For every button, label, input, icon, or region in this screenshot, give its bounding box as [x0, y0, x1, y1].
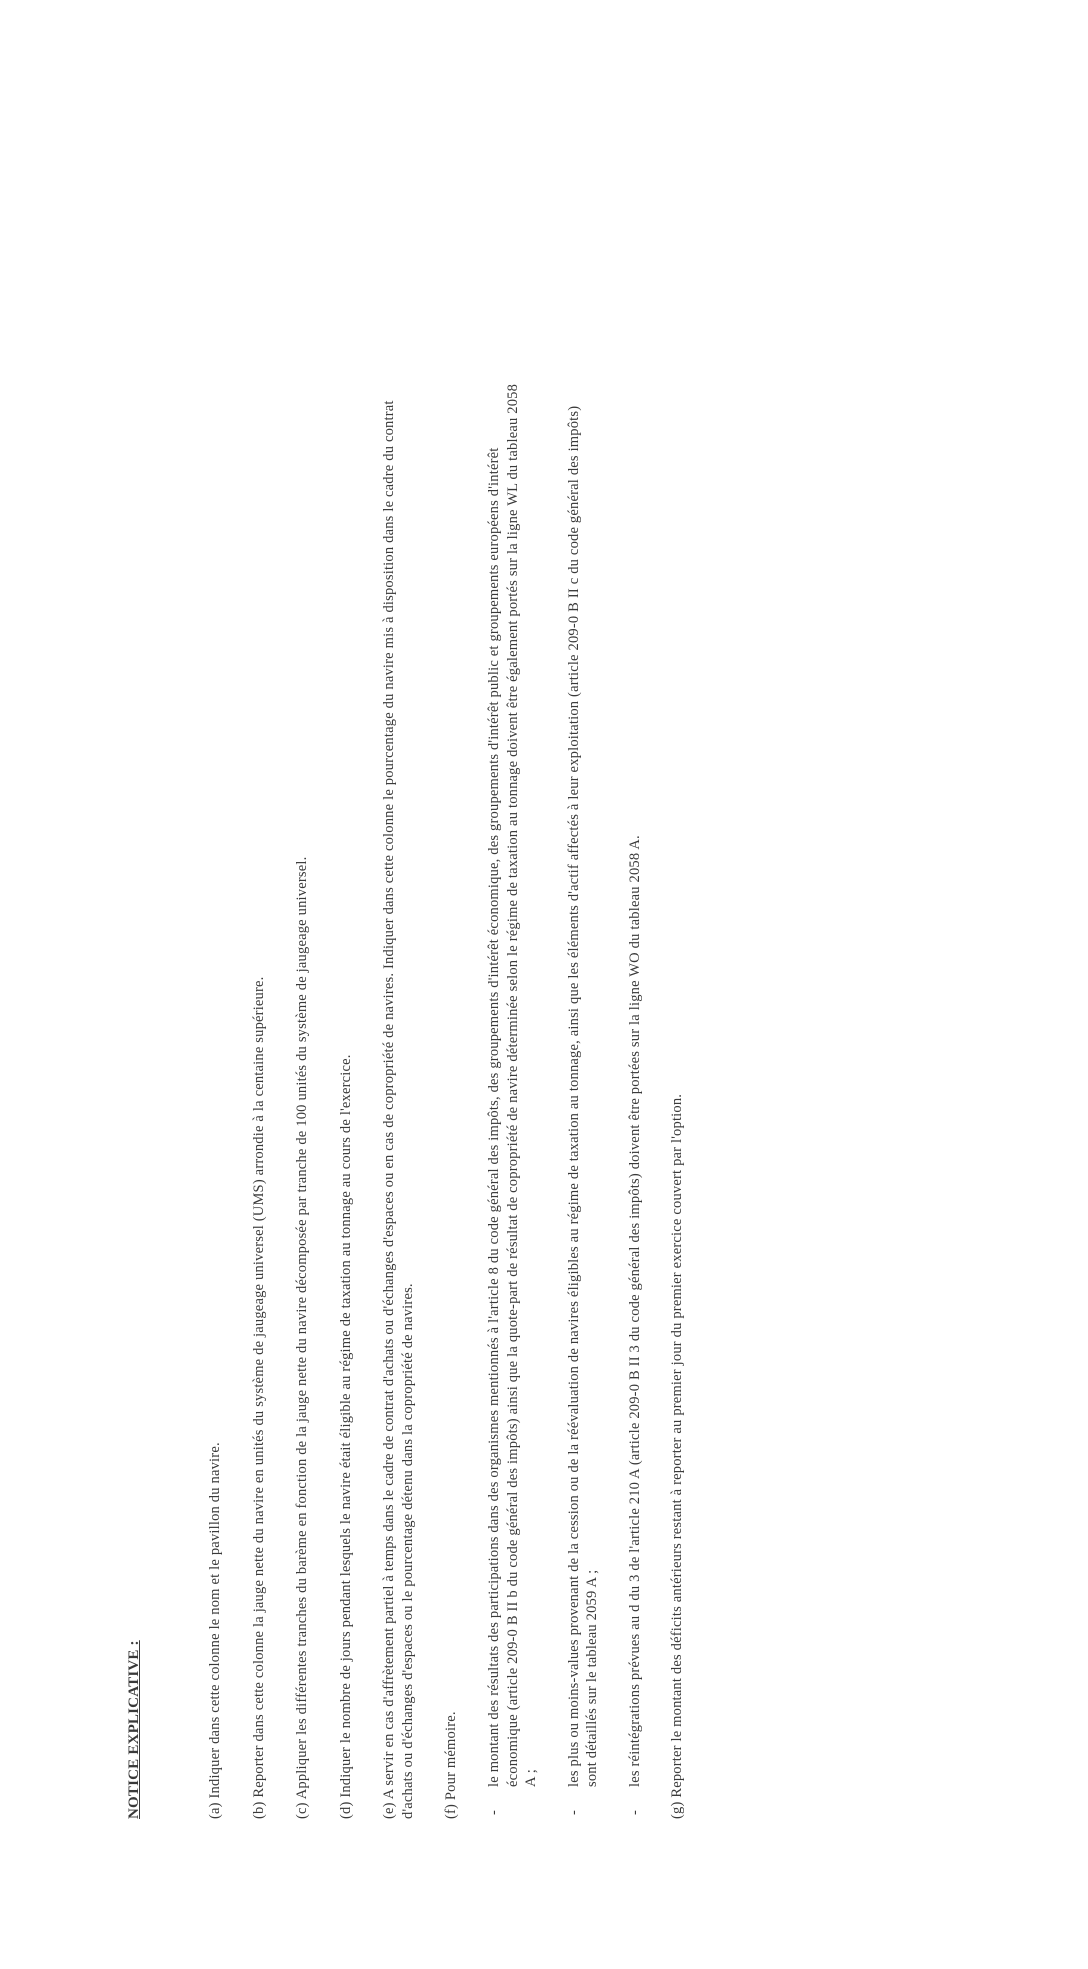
bullet-text: le montant des résultats des participations dans des organismes mentionnés à l'article 8 du code général des impôts, des groupements d'intérêt économique, des groupements d'intérêt public et groupements européens d'intérêt économique (article 209-0 B II b du code général des impôts) ainsi que la quote-part de résultat de copropriété de navire déterminée selon le régime de taxation au tonnage doivent être également portés sur la ligne WL du tableau 2058 A ;: [486, 383, 540, 1787]
bullet-mark: -: [565, 1809, 582, 1815]
bullet-mark: -: [486, 1809, 503, 1815]
note-d: (d) Indiquer le nombre de jours pendant lesquels le navire était éligible au régime de taxation au tonnage au cours de l'exercice.: [337, 1054, 354, 1819]
rotated-document-page: [0, 169, 1088, 1969]
list-item: [565, 379, 602, 1819]
document-body: [125, 379, 712, 1819]
document-title: NOTICE EXPLICATIVE :: [126, 1640, 142, 1819]
list-item: [485, 379, 541, 1819]
note-f: (f) Pour mémoire.: [443, 1711, 460, 1819]
note-a: (a) Indiquer dans cette colonne le nom et le pavillon du navire.: [207, 1442, 224, 1819]
bullet-list: [485, 379, 644, 1819]
list-item: [626, 379, 645, 1819]
note-g: (g) Reporter le montant des déficits antérieurs restant à reporter au premier jour du premier exercice couvert par l'option.: [669, 1093, 686, 1819]
note-b: (b) Reporter dans cette colonne la jauge nette du navire en unités du système de jaugeage universel (UMS) arrondie à la centaine supérieure.: [250, 976, 267, 1819]
note-e: (e) A servir en cas d'affrètement partiel à temps dans le cadre de contrat d'achats ou d'échanges d'espaces ou en cas de copropriété de navires. Indiquer dans cette colonne le pourcentage du navire mis à disposition dans le cadre du contrat d'achats ou d'échanges d'espaces ou le pourcentage détenu dans la copropriété de navires.: [381, 400, 416, 1819]
bullet-text: les réintégrations prévues au d du 3 de l'article 210 A (article 209-0 B II 3 du code général des impôts) doivent être portées sur la ligne WO du tableau 2058 A.: [626, 835, 643, 1787]
bullet-mark: -: [626, 1809, 643, 1815]
note-c: (c) Appliquer les différentes tranches du barème en fonction de la jauge nette du navire décomposée par tranche de 100 unités du système de jaugeage universel.: [294, 856, 311, 1819]
bullet-text: les plus ou moins-values provenant de la cession ou de la réévaluation de navires éligibles au régime de taxation au tonnage, ainsi que les éléments d'actif affectés à leur exploitation (article 209-0 B II c du code général des impôts) sont détaillés sur le tableau 2059 A ;: [565, 405, 601, 1787]
